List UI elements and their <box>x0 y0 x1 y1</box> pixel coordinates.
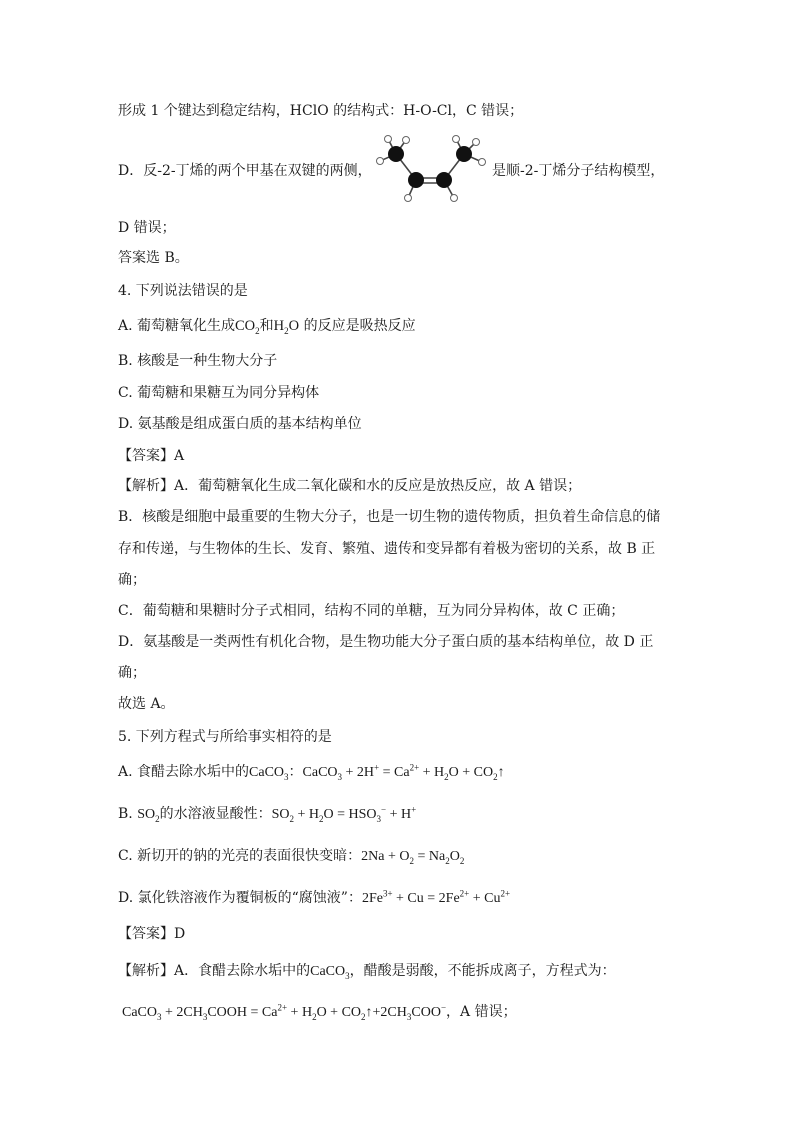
text-line-1: 形成 1 个键达到稳定结构，HClO 的结构式：H-O-Cl，C 错误； <box>118 103 524 119</box>
q4-option-a: A. 葡萄糖氧化生成$CO_2$和$H_2O$ 的反应是吸热反应 <box>118 318 416 336</box>
q4-option-d: D. 氨基酸是组成蛋白质的基本结构单位 <box>118 416 362 432</box>
q5-answer: 【答案】D <box>118 926 186 942</box>
q5-explanation-1: 【解析】A．食醋去除水垢中的CaCO$_3$，醋酸是弱酸，不能拆成离子，方程式为： <box>118 963 616 981</box>
q4-explanation-1: 【解析】A．葡萄糖氧化生成二氧化碳和水的反应是放热反应，故 A 错误； <box>118 478 582 494</box>
q5-option-a: A. 食醋去除水垢中的CaCO$_3$：CaCO$_3$ + $2H^+ = Ca^{2+} + H_2O$ + $CO_2↑$ <box>118 762 505 782</box>
q5-explanation-2: CaCO$_3$ + $2CH_3COOH = Ca^{2+} + H_2O$ + $CO_2↑+2CH_3COO^-$，A 错误； <box>122 1002 517 1022</box>
text-line-3: D 错误； <box>118 220 176 236</box>
cis-2-butene-model-image <box>368 134 490 206</box>
q5-option-b: B. $SO_2$的水溶液显酸性：$SO_2 + H_2O = HSO_3^- + H^+$ <box>118 804 417 824</box>
text-line-2a: D．反-2-丁烯的两个甲基在双键的两侧， <box>118 163 372 179</box>
text-line-2b: 是顺-2-丁烯分子结构模型， <box>492 163 665 179</box>
q5-option-d: D. 氯化铁溶液作为覆铜板的“腐蚀液”：$2Fe^{3+} + Cu = 2Fe^{2+} + Cu^{2+}$ <box>118 888 511 906</box>
q4-explanation-5: C．葡萄糖和果糖时分子式相同，结构不同的单糖，互为同分异构体，故 C 正确； <box>118 603 625 619</box>
q4-explanation-6: D．氨基酸是一类两性有机化合物，是生物功能大分子蛋白质的基本结构单位，故 D 正 <box>118 634 654 650</box>
q4-explanation-2: B．核酸是细胞中最重要的生物大分子，也是一切生物的遗传物质，担负着生命信息的储 <box>118 509 661 525</box>
question-5-stem: 5. 下列方程式与所给事实相符的是 <box>118 729 332 745</box>
q4-explanation-8: 故选 A。 <box>118 696 175 712</box>
q4-explanation-4: 确； <box>118 572 146 588</box>
q4-explanation-3: 存和传递，与生物体的生长、发育、繁殖、遗传和变异都有着极为密切的关系，故 B 正 <box>118 541 656 557</box>
q4-option-c: C. 葡萄糖和果糖互为同分异构体 <box>118 385 320 401</box>
q5-option-c: C. 新切开的钠的光亮的表面很快变暗：$2Na + O_2 = Na_2O_2$ <box>118 848 465 866</box>
text-line-4: 答案选 B。 <box>118 250 189 266</box>
q4-option-b: B. 核酸是一种生物大分子 <box>118 353 278 369</box>
q4-explanation-7: 确； <box>118 665 146 681</box>
question-4-stem: 4. 下列说法错误的是 <box>118 283 248 299</box>
q4-answer: 【答案】A <box>118 448 185 464</box>
